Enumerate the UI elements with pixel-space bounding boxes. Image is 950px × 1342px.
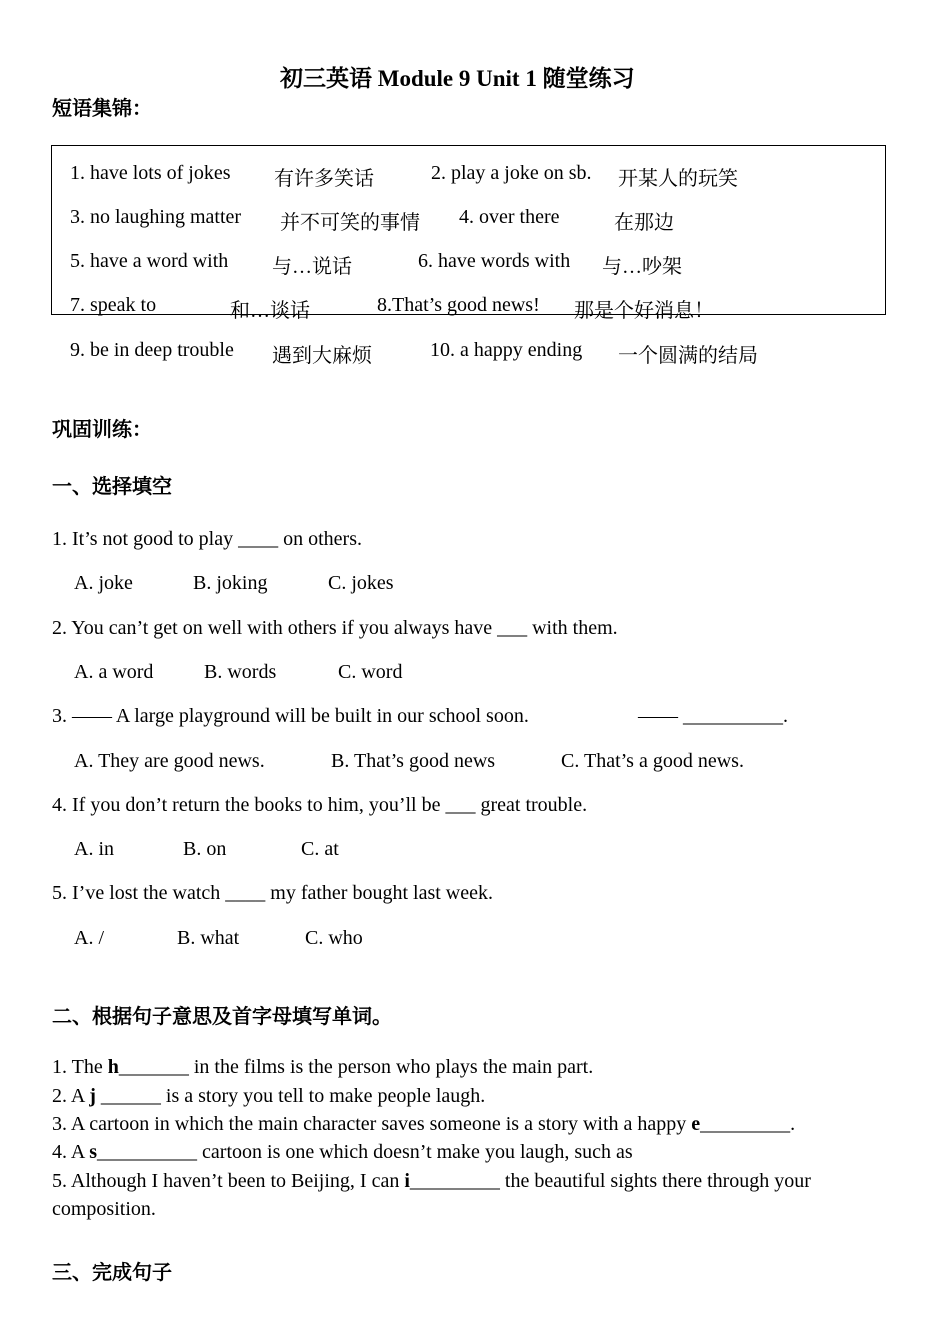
- question-1: 1. It’s not good to play ____ on others.: [52, 528, 362, 550]
- fill-item-5: [52, 1170, 811, 1193]
- section2-heading: 二、根据句子意思及首字母填写单词。: [52, 1006, 392, 1028]
- fill-item-5-post: _________ the beautiful sights there through your: [409, 1170, 811, 1192]
- phrase-8-en: 8.That’s good news!: [377, 294, 540, 316]
- q3-option-a: A. They are good news.: [74, 750, 265, 772]
- question-2: 2. You can’t get on well with others if you always have ___ with them.: [52, 617, 618, 639]
- fill-item-5-pre: 5. Although I haven’t been to Beijing, I can: [52, 1170, 405, 1192]
- phrase-8-zh: 那是个好消息！: [574, 300, 714, 322]
- phrases-heading: 短语集锦：: [52, 98, 152, 120]
- q1-option-c: C. jokes: [328, 572, 394, 594]
- phrase-3-zh: 并不可笑的事情: [280, 212, 420, 234]
- fill-item-3: [52, 1113, 795, 1136]
- phrase-6-zh: 与…吵架: [602, 256, 682, 278]
- q1-option-b: B. joking: [193, 572, 268, 594]
- question-4: 4. If you don’t return the books to him, you’ll be ___ great trouble.: [52, 794, 588, 816]
- fill-item-5-continuation: composition.: [52, 1198, 156, 1220]
- fill-item-4: [52, 1141, 633, 1164]
- phrase-10-zh: 一个圆满的结局: [618, 345, 758, 367]
- fill-item-3-post: _________.: [700, 1113, 796, 1135]
- practice-heading: 巩固训练：: [52, 419, 152, 441]
- q3-option-b: B. That’s good news: [331, 750, 496, 772]
- phrase-9-en: 9. be in deep trouble: [70, 339, 234, 361]
- q5-option-c: C. who: [305, 927, 363, 949]
- phrase-1-en: 1. have lots of jokes: [70, 162, 231, 184]
- fill-item-1: [52, 1056, 593, 1079]
- fill-item-4-post: __________ cartoon is one which doesn’t make you laugh, such as: [97, 1141, 633, 1163]
- fill-item-3-pre: 3. A cartoon in which the main character saves someone is a story with a happy: [52, 1113, 692, 1135]
- fill-item-2-pre: 2. A: [52, 1085, 90, 1107]
- phrase-10-en: 10. a happy ending: [430, 339, 583, 361]
- question-3: 3. —— A large playground will be built in our school soon.: [52, 705, 529, 727]
- q2-option-c: C. word: [338, 661, 403, 683]
- q4-option-c: C. at: [301, 838, 339, 860]
- phrase-2-zh: 开某人的玩笑: [618, 168, 738, 190]
- fill-item-4-letter: s: [89, 1141, 98, 1163]
- fill-item-1-post: _______ in the films is the person who plays the main part.: [118, 1056, 594, 1078]
- question-3-answer: —— __________.: [638, 705, 788, 727]
- q3-option-c: C. That’s a good news.: [561, 750, 744, 772]
- phrase-3-en: 3. no laughing matter: [70, 206, 242, 228]
- question-5: 5. I’ve lost the watch ____ my father bought last week.: [52, 882, 493, 904]
- fill-item-2-post: ______ is a story you tell to make people laugh.: [95, 1085, 486, 1107]
- fill-item-3-letter: e: [691, 1113, 701, 1135]
- phrase-9-zh: 遇到大麻烦: [272, 345, 372, 367]
- fill-item-1-letter: h: [107, 1056, 119, 1078]
- phrase-6-en: 6. have words with: [418, 250, 571, 272]
- section1-heading: 一、选择填空: [52, 476, 172, 498]
- fill-item-4-pre: 4. A: [52, 1141, 90, 1163]
- q1-option-a: A. joke: [74, 572, 133, 594]
- phrase-7-en: 7. speak to: [70, 294, 157, 316]
- fill-item-2: [52, 1085, 485, 1108]
- section3-heading: 三、完成句子: [52, 1262, 172, 1284]
- q4-option-a: A. in: [74, 838, 114, 860]
- q2-option-b: B. words: [204, 661, 277, 683]
- q5-option-a: A. /: [74, 927, 104, 949]
- phrase-4-zh: 在那边: [614, 212, 674, 234]
- q2-option-a: A. a word: [74, 661, 154, 683]
- q4-option-b: B. on: [183, 838, 227, 860]
- fill-item-2-letter: j: [89, 1085, 96, 1107]
- q5-option-b: B. what: [177, 927, 240, 949]
- fill-item-5-letter: i: [404, 1170, 410, 1192]
- fill-item-1-pre: 1. The: [52, 1056, 108, 1078]
- phrase-5-zh: 与…说话: [272, 256, 352, 278]
- phrase-7-zh: 和…谈话: [230, 300, 310, 322]
- phrase-4-en: 4. over there: [459, 206, 560, 228]
- phrase-1-zh: 有许多笑话: [274, 168, 374, 190]
- phrase-5-en: 5. have a word with: [70, 250, 229, 272]
- page-title: 初三英语 Module 9 Unit 1 随堂练习: [280, 66, 635, 91]
- phrase-2-en: 2. play a joke on sb.: [431, 162, 592, 184]
